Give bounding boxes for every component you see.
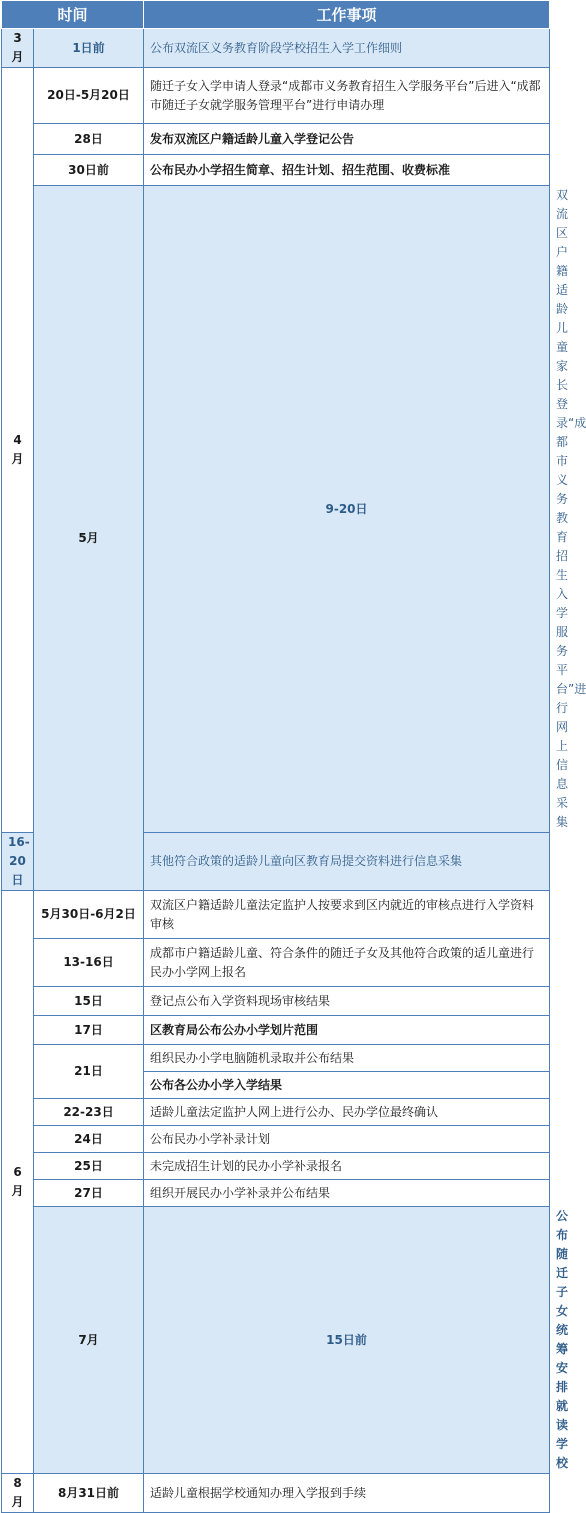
table-row [2,1153,550,1180]
event-cell: 区教育局公布公办小学划片范围 [144,1016,550,1045]
event-cell: 登记点公布入学资料现场审核结果 [144,987,550,1016]
table-row [2,1016,550,1045]
time-column-header: 时间 [2,1,144,29]
event-cell: 成都市户籍适龄儿童、符合条件的随迁子女及其他符合政策的适儿童进行民办小学网上报名 [144,939,550,987]
event-cell: 未完成招生计划的民办小学补录报名 [144,1153,550,1180]
date-cell: 27日 [34,1180,144,1207]
date-cell: 9-20日 [144,186,550,833]
table-row: 7月 15日前 公布随迁子女统筹安排就读学校 [2,1207,550,1474]
month-cell: 7月 [34,1207,144,1474]
date-cell: 22-23日 [34,1099,144,1126]
table-row [2,1474,550,1513]
date-cell: 8月31日前 [34,1474,144,1513]
event-cell: 组织开展民办小学补录并公布结果 [144,1180,550,1207]
date-cell: 28日 [34,124,144,155]
date-cell: 30日前 [34,155,144,186]
table-row [2,1126,550,1153]
table-row: 5月 9-20日 双流区户籍适龄儿童家长登录“成都市义务教育招生入学服务平台”进行网上信息采集 [2,186,550,833]
month-cell: 4月 [2,68,34,833]
event-cell: 双流区户籍适龄儿童法定监护人按要求到区内就近的审核点进行入学资料审核 [144,891,550,939]
table-row [2,891,550,939]
table-row [2,124,550,155]
date-cell: 25日 [34,1153,144,1180]
month-cell: 6月 [2,891,34,1474]
date-cell: 15日 [34,987,144,1016]
date-cell: 24日 [34,1126,144,1153]
event-cell: 公布双流区义务教育阶段学校招生入学工作细则 [144,29,550,68]
work-column-header: 工作事项 [144,1,550,29]
event-cell: 适龄儿童根据学校通知办理入学报到手续 [144,1474,550,1513]
event-cell: 随迁子女入学申请人登录“成都市义务教育招生入学服务平台”后进入“成都市随迁子女就学服务管理平台”进行申请办理 [144,68,550,124]
date-cell: 15日前 [144,1207,550,1474]
date-cell: 13-16日 [34,939,144,987]
event-cell: 组织民办小学电脑随机录取并公布结果 [144,1045,550,1072]
event-cell: 发布双流区户籍适龄儿童入学登记公告 [144,124,550,155]
event-cell: 公布民办小学补录计划 [144,1126,550,1153]
event-cell: 公布民办小学招生简章、招生计划、招生范围、收费标准 [144,155,550,186]
table-row [2,987,550,1016]
table-row [2,68,550,124]
enrollment-schedule-table [1,0,586,1513]
table-row [2,29,550,68]
event-cell: 其他符合政策的适龄儿童向区教育局提交资料进行信息采集 [144,833,550,891]
table-row [2,1045,550,1072]
event-cell: 适龄儿童法定监护人网上进行公办、民办学位最终确认 [144,1099,550,1126]
table-row [2,1099,550,1126]
date-cell: 5月30日-6月2日 [34,891,144,939]
date-cell: 20日-5月20日 [34,68,144,124]
event-cell: 公布各公办小学入学结果 [144,1072,550,1099]
date-cell: 16-20日 [2,833,34,891]
date-cell: 21日 [34,1045,144,1099]
date-cell: 17日 [34,1016,144,1045]
month-cell: 5月 [34,186,144,891]
table-row [2,939,550,987]
table-row [2,155,550,186]
month-cell: 8月 [2,1474,34,1513]
table-header-row [2,1,550,29]
month-cell: 3月 [2,29,34,68]
table-row [2,1180,550,1207]
date-cell: 1日前 [34,29,144,68]
